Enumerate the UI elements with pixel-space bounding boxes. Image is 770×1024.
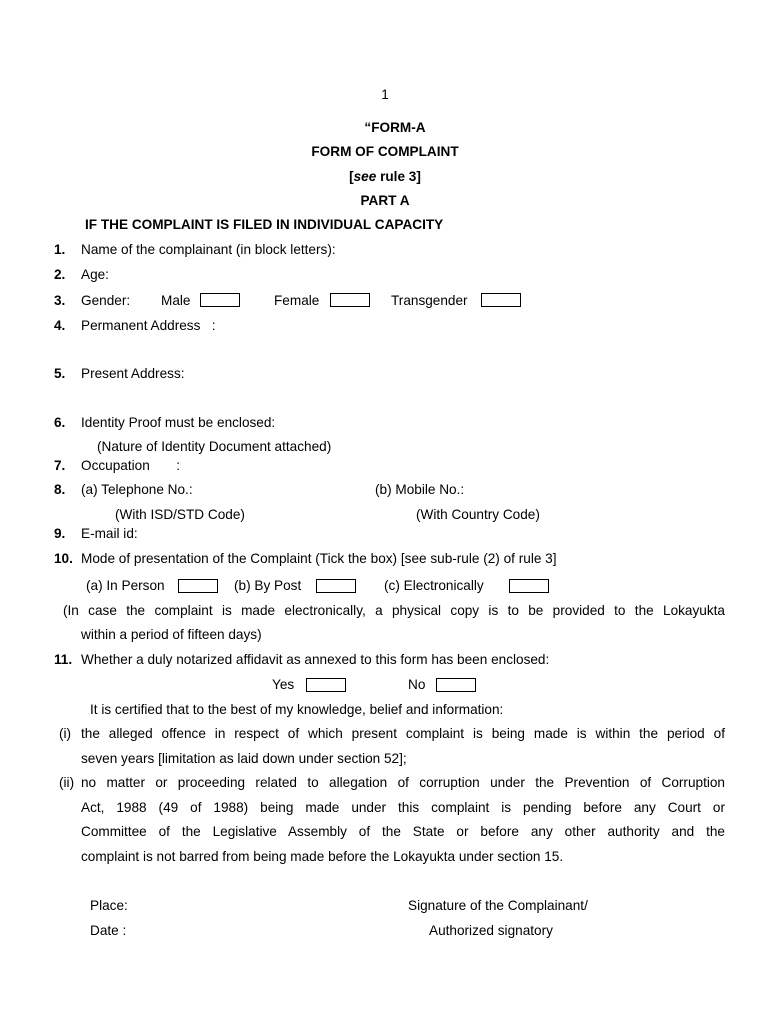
by-post-label: (b) By Post <box>234 578 302 593</box>
identity-proof-label: Identity Proof must be enclosed: <box>81 415 276 430</box>
date-label: Date : <box>90 923 127 938</box>
female-label: Female <box>274 293 320 308</box>
transgender-label: Transgender <box>391 293 468 308</box>
in-person-checkbox[interactable] <box>178 579 218 593</box>
clause-ii-label: (ii) <box>59 775 75 790</box>
form-title: FORM OF COMPLAINT <box>311 144 459 159</box>
page-number: 1 <box>381 87 389 102</box>
capacity-heading: IF THE COMPLAINT IS FILED IN INDIVIDUAL CAPACITY <box>85 217 444 232</box>
item-number-11: 11. <box>54 652 73 667</box>
permanent-address-label: Permanent Address : <box>81 318 216 333</box>
electronically-checkbox[interactable] <box>509 579 549 593</box>
item-number-5: 5. <box>54 366 66 381</box>
clause-ii-line2: Act, 1988 (49 of 1988) being made under this complaint is pending before any Court or <box>81 800 725 815</box>
presentation-mode-label: Mode of presentation of the Complaint (Tick the box) [see sub-rule (2) of rule 3] <box>81 551 557 566</box>
email-label: E-mail id: <box>81 526 138 541</box>
telephone-code-note: (With ISD/STD Code) <box>115 507 245 522</box>
item-number-7: 7. <box>54 458 66 473</box>
no-checkbox[interactable] <box>436 678 476 692</box>
rule-ref-text: rule 3] <box>376 169 421 184</box>
clause-i-label: (i) <box>59 726 72 741</box>
clause-ii-line1: no matter or proceeding related to allegation of corruption under the Prevention of Corruption <box>81 775 725 790</box>
item-number-8: 8. <box>54 482 66 497</box>
signature-label: Signature of the Complainant/ <box>408 898 588 913</box>
item-number-10: 10. <box>54 551 73 566</box>
form-label: “FORM-A <box>364 120 426 135</box>
item-number-2: 2. <box>54 267 66 282</box>
yes-checkbox[interactable] <box>306 678 346 692</box>
gender-label: Gender: <box>81 293 131 308</box>
clause-i-line2: seven years [limitation as laid down under section 52]; <box>81 751 407 766</box>
rule-reference <box>0 169 770 185</box>
electronic-copy-note-line2: within a period of fifteen days) <box>81 627 262 642</box>
item-number-4: 4. <box>54 318 66 333</box>
by-post-checkbox[interactable] <box>316 579 356 593</box>
identity-document-note: (Nature of Identity Document attached) <box>97 439 332 454</box>
female-checkbox[interactable] <box>330 293 370 307</box>
rule-open: [ <box>349 169 354 184</box>
authorized-signatory-label: Authorized signatory <box>429 923 553 938</box>
mobile-code-note: (With Country Code) <box>416 507 540 522</box>
clause-ii-line4: complaint is not barred from being made before the Lokayukta under section 15. <box>81 849 564 864</box>
item-number-6: 6. <box>54 415 66 430</box>
clause-ii-line3: Committee of the Legislative Assembly of the State or before any other authority and the <box>81 824 725 839</box>
occupation-label: Occupation : <box>81 458 180 473</box>
telephone-label: (a) Telephone No.: <box>81 482 193 497</box>
clause-i-line1: the alleged offence in respect of which present complaint is being made is within the period of <box>81 726 725 741</box>
yes-label: Yes <box>272 677 295 692</box>
male-checkbox[interactable] <box>200 293 240 307</box>
in-person-label: (a) In Person <box>86 578 165 593</box>
age-label: Age: <box>81 267 109 282</box>
rule-see: see <box>353 169 377 184</box>
item-number-3: 3. <box>54 293 66 308</box>
no-label: No <box>408 677 426 692</box>
mobile-label: (b) Mobile No.: <box>375 482 465 497</box>
place-label: Place: <box>90 898 128 913</box>
item-number-9: 9. <box>54 526 66 541</box>
electronic-copy-note-line1: (In case the complaint is made electronically, a physical copy is to be provided to the Lokayukta <box>63 603 725 618</box>
part-heading: PART A <box>360 193 410 208</box>
male-label: Male <box>161 293 191 308</box>
item-number-1: 1. <box>54 242 66 257</box>
affidavit-label: Whether a duly notarized affidavit as annexed to this form has been enclosed: <box>81 652 550 667</box>
transgender-checkbox[interactable] <box>481 293 521 307</box>
certification-intro: It is certified that to the best of my knowledge, belief and information: <box>90 702 504 717</box>
present-address-label: Present Address: <box>81 366 185 381</box>
complainant-name-label: Name of the complainant (in block letters): <box>81 242 336 257</box>
electronically-label: (c) Electronically <box>384 578 484 593</box>
